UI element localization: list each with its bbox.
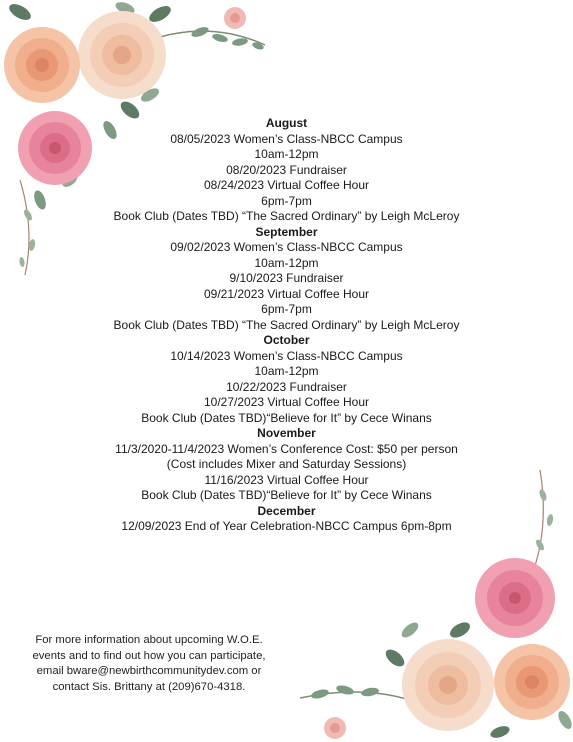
event-line: 10/27/2023 Virtual Coffee Hour	[203, 395, 369, 409]
event-line: 12/09/2023 End of Year Celebration-NBCC Campus 6pm-8pm	[121, 519, 452, 533]
event-line: 11/3/2020-11/4/2023 Women’s Conference Cost: $50 per person	[115, 441, 458, 456]
month-heading: December	[257, 503, 316, 518]
rose-bud	[324, 717, 346, 739]
event-line: 08/24/2023 Virtual Coffee Hour	[203, 178, 369, 192]
contact-line: For more information about upcoming W.O.E.	[35, 634, 263, 646]
event-line: 10/14/2023 Women’s Class-NBCC Campus	[170, 348, 403, 363]
event-line: 08/20/2023 Fundraiser	[226, 162, 347, 177]
event-line: 6pm-7pm	[261, 193, 312, 208]
event-line: 09/02/2023 Women’s Class-NBCC Campus	[170, 240, 403, 254]
event-line: (Cost includes Mixer and Saturday Sessions)	[166, 457, 407, 471]
contact-info	[14, 633, 284, 695]
rose-peach	[4, 27, 80, 103]
event-line: 10am-12pm	[254, 364, 319, 378]
event-line: 08/05/2023 Women’s Class-NBCC Campus	[170, 131, 403, 146]
event-line: 6pm-7pm	[261, 302, 312, 316]
month-heading: August	[265, 116, 308, 130]
month-heading: September	[255, 224, 318, 239]
event-line: 09/21/2023 Virtual Coffee Hour	[203, 286, 369, 301]
rose-cream	[402, 639, 494, 731]
contact-email-line: email bware@newbirthcommunitydev.com or	[36, 665, 262, 677]
contact-line: events and to find out how you can participate,	[32, 649, 266, 662]
event-line: 9/10/2023 Fundraiser	[229, 271, 344, 285]
event-line: 10/22/2023 Fundraiser	[226, 379, 347, 394]
event-line: 10am-12pm	[254, 255, 319, 270]
contact-phone-line: contact Sis. Brittany at (209)670-4318.	[52, 680, 246, 693]
month-heading: October	[263, 333, 310, 347]
rose-cream	[78, 11, 166, 99]
event-line: Book Club (Dates TBD) “The Sacred Ordinary” by Leigh McLeroy	[113, 317, 460, 332]
floral-decoration-bottom-right	[300, 470, 573, 742]
event-line: Book Club (Dates TBD)“Believe for It” by Cece Winans	[141, 488, 432, 502]
rose-bud	[224, 7, 246, 29]
event-line: Book Club (Dates TBD)“Believe for It” by Cece Winans	[141, 410, 432, 425]
month-heading: November	[257, 426, 316, 440]
event-line: 11/16/2023 Virtual Coffee Hour	[204, 472, 369, 487]
event-line: 10am-12pm	[254, 147, 319, 161]
event-line: Book Club (Dates TBD) “The Sacred Ordinary” by Leigh McLeroy	[113, 209, 460, 223]
rose-peach	[494, 644, 570, 720]
rose-pink	[475, 558, 555, 638]
